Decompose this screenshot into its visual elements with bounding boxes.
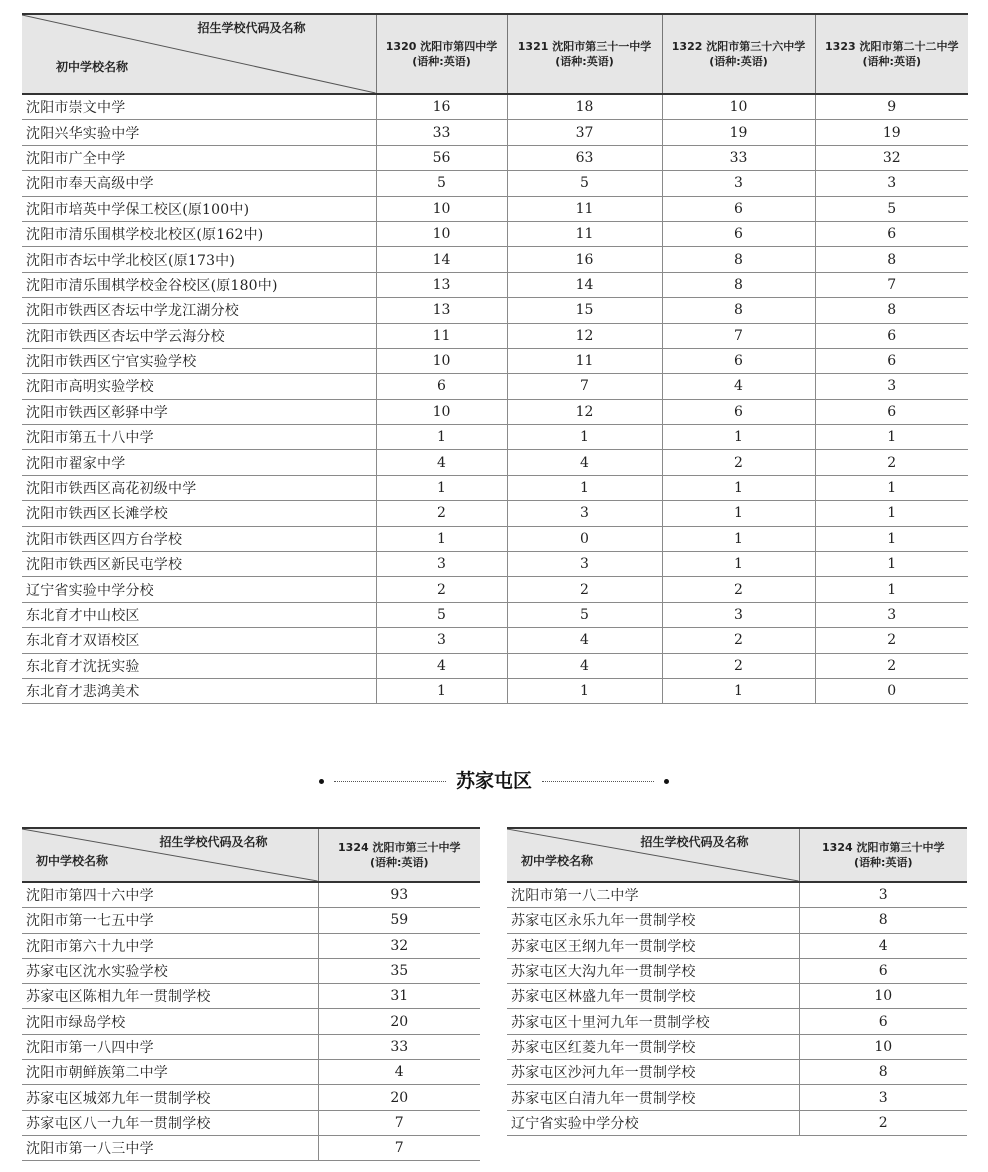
table-row (507, 958, 967, 983)
quota-value-cell: 12 (507, 323, 662, 348)
column-title: 1324 沈阳市第三十中学 (822, 841, 945, 854)
school-name-cell: 沈阳市铁西区杏坛中学龙江湖分校 (22, 298, 376, 323)
quota-value-cell: 1 (815, 577, 968, 602)
table-header-row (22, 14, 968, 94)
table-row (22, 145, 968, 170)
school-name-cell: 沈阳市铁西区高花初级中学 (22, 475, 376, 500)
school-name-cell: 沈阳兴华实验中学 (22, 120, 376, 145)
quota-value-cell: 4 (799, 933, 967, 958)
column-title: 1322 沈阳市第三十六中学 (671, 40, 806, 53)
school-name-cell: 辽宁省实验中学分校 (507, 1110, 799, 1135)
school-name-cell: 苏家屯区大沟九年一贯制学校 (507, 958, 799, 983)
table-row (22, 1060, 480, 1085)
school-name-cell: 沈阳市广全中学 (22, 145, 376, 170)
quota-value-cell: 8 (799, 908, 967, 933)
quota-value-cell: 20 (318, 1085, 480, 1110)
quota-value-cell: 3 (376, 628, 507, 653)
school-name-cell: 沈阳市清乐围棋学校北校区(原162中) (22, 221, 376, 246)
school-name-cell: 辽宁省实验中学分校 (22, 577, 376, 602)
corner-label-bottom: 初中学校名称 (56, 60, 129, 74)
corner-label-top: 招生学校代码及名称 (197, 21, 306, 35)
quota-value-cell: 1 (662, 425, 815, 450)
quota-value-cell: 6 (376, 374, 507, 399)
quota-value-cell: 7 (662, 323, 815, 348)
quota-value-cell: 1 (815, 501, 968, 526)
header-corner-cell (22, 828, 318, 882)
quota-value-cell: 33 (318, 1034, 480, 1059)
quota-value-cell: 3 (662, 171, 815, 196)
quota-value-cell: 5 (376, 171, 507, 196)
school-name-cell: 苏家屯区白清九年一贯制学校 (507, 1085, 799, 1110)
quota-value-cell: 6 (662, 348, 815, 373)
quota-value-cell: 3 (507, 552, 662, 577)
quota-value-cell: 35 (318, 958, 480, 983)
table-row (22, 247, 968, 272)
school-name-cell: 东北育才悲鸿美术 (22, 678, 376, 703)
column-header (815, 14, 968, 94)
quota-value-cell: 32 (815, 145, 968, 170)
quota-value-cell: 4 (507, 450, 662, 475)
school-name-cell: 苏家屯区陈相九年一贯制学校 (22, 984, 318, 1009)
table-row (22, 450, 968, 475)
school-name-cell: 东北育才沈抚实验 (22, 653, 376, 678)
table-row (507, 1034, 967, 1059)
dotted-divider (542, 781, 654, 782)
quota-value-cell: 8 (815, 298, 968, 323)
table-row (507, 1110, 967, 1135)
table-row (22, 475, 968, 500)
quota-value-cell: 2 (662, 628, 815, 653)
column-title: 1320 沈阳市第四中学 (385, 40, 498, 53)
table-row (22, 196, 968, 221)
quota-value-cell: 0 (815, 678, 968, 703)
table-row (22, 1034, 480, 1059)
table-row (22, 94, 968, 120)
quota-value-cell: 8 (662, 298, 815, 323)
table-row (22, 120, 968, 145)
quota-value-cell: 18 (507, 94, 662, 120)
school-name-cell: 沈阳市杏坛中学北校区(原173中) (22, 247, 376, 272)
table-row (507, 908, 967, 933)
school-name-cell: 苏家屯区红菱九年一贯制学校 (507, 1034, 799, 1059)
corner-label-bottom: 初中学校名称 (36, 854, 109, 868)
table-row (22, 425, 968, 450)
table-row (22, 678, 968, 703)
quota-value-cell: 8 (799, 1060, 967, 1085)
quota-value-cell: 4 (376, 450, 507, 475)
quota-value-cell: 1 (662, 526, 815, 551)
section-title (0, 766, 988, 793)
table-row (22, 348, 968, 373)
school-name-cell: 苏家屯区林盛九年一贯制学校 (507, 984, 799, 1009)
table-row (22, 577, 968, 602)
column-language: (语种:英语) (854, 856, 913, 869)
quota-table-sujiatun-left (22, 827, 480, 1161)
quota-value-cell: 14 (507, 272, 662, 297)
school-name-cell: 沈阳市朝鲜族第二中学 (22, 1060, 318, 1085)
quota-value-cell: 16 (376, 94, 507, 120)
quota-value-cell: 3 (662, 602, 815, 627)
table-row (22, 171, 968, 196)
quota-value-cell: 1 (815, 526, 968, 551)
quota-table-sujiatun-right (507, 827, 967, 1136)
quota-value-cell: 6 (815, 399, 968, 424)
quota-value-cell: 11 (507, 221, 662, 246)
quota-value-cell: 8 (662, 272, 815, 297)
quota-value-cell: 2 (799, 1110, 967, 1135)
school-name-cell: 沈阳市第一七五中学 (22, 908, 318, 933)
quota-value-cell: 4 (662, 374, 815, 399)
quota-value-cell: 16 (507, 247, 662, 272)
table-row (22, 501, 968, 526)
school-name-cell: 沈阳市第六十九中学 (22, 933, 318, 958)
column-header (662, 14, 815, 94)
quota-value-cell: 2 (815, 450, 968, 475)
school-name-cell: 沈阳市第一八二中学 (507, 882, 799, 908)
quota-value-cell: 10 (799, 1034, 967, 1059)
quota-value-cell: 33 (376, 120, 507, 145)
table-row (22, 272, 968, 297)
quota-value-cell: 3 (507, 501, 662, 526)
quota-value-cell: 1 (376, 475, 507, 500)
table-row (22, 526, 968, 551)
school-name-cell: 沈阳市翟家中学 (22, 450, 376, 475)
quota-value-cell: 6 (662, 221, 815, 246)
table-row (22, 628, 968, 653)
school-name-cell: 沈阳市铁西区长滩学校 (22, 501, 376, 526)
column-language: (语种:英语) (370, 856, 429, 869)
quota-value-cell: 37 (507, 120, 662, 145)
school-name-cell: 苏家屯区沙河九年一贯制学校 (507, 1060, 799, 1085)
quota-value-cell: 11 (507, 348, 662, 373)
quota-value-cell: 10 (376, 348, 507, 373)
column-language: (语种:英语) (709, 55, 768, 68)
table-row (22, 933, 480, 958)
column-header (376, 14, 507, 94)
quota-value-cell: 6 (815, 221, 968, 246)
table-header-row (507, 828, 967, 882)
dotted-divider (334, 781, 446, 782)
quota-value-cell: 13 (376, 298, 507, 323)
school-name-cell: 苏家屯区城郊九年一贯制学校 (22, 1085, 318, 1110)
quota-value-cell: 93 (318, 882, 480, 908)
quota-value-cell: 2 (507, 577, 662, 602)
table-row (22, 958, 480, 983)
quota-value-cell: 14 (376, 247, 507, 272)
quota-value-cell: 3 (815, 171, 968, 196)
quota-value-cell: 1 (662, 678, 815, 703)
column-language: (语种:英语) (862, 55, 921, 68)
column-header (507, 14, 662, 94)
quota-value-cell: 2 (662, 653, 815, 678)
column-header (318, 828, 480, 882)
table-row (22, 1135, 480, 1160)
quota-value-cell: 1 (376, 526, 507, 551)
school-name-cell: 沈阳市铁西区杏坛中学云海分校 (22, 323, 376, 348)
table-row (507, 1085, 967, 1110)
quota-value-cell: 4 (376, 653, 507, 678)
table-row (22, 221, 968, 246)
quota-value-cell: 31 (318, 984, 480, 1009)
table-row (22, 552, 968, 577)
quota-value-cell: 6 (815, 323, 968, 348)
header-corner-cell (22, 14, 376, 94)
quota-value-cell: 9 (815, 94, 968, 120)
district-name: 苏家屯区 (455, 770, 532, 792)
table-row (22, 399, 968, 424)
quota-value-cell: 10 (662, 94, 815, 120)
table-body (22, 94, 968, 704)
school-name-cell: 沈阳市高明实验学校 (22, 374, 376, 399)
quota-value-cell: 4 (507, 628, 662, 653)
bullet-dot-icon (319, 779, 324, 784)
quota-value-cell: 11 (507, 196, 662, 221)
quota-value-cell: 10 (376, 399, 507, 424)
quota-value-cell: 1 (376, 678, 507, 703)
table-body (22, 882, 480, 1161)
table-row (22, 1085, 480, 1110)
table-row (22, 1110, 480, 1135)
quota-value-cell: 20 (318, 1009, 480, 1034)
school-name-cell: 苏家屯区沈水实验学校 (22, 958, 318, 983)
table-row (507, 1060, 967, 1085)
quota-value-cell: 3 (815, 374, 968, 399)
quota-value-cell: 5 (376, 602, 507, 627)
corner-label-bottom: 初中学校名称 (521, 854, 594, 868)
quota-value-cell: 2 (815, 653, 968, 678)
column-title: 1321 沈阳市第三十一中学 (517, 40, 652, 53)
school-name-cell: 沈阳市第五十八中学 (22, 425, 376, 450)
quota-value-cell: 63 (507, 145, 662, 170)
table-row (22, 374, 968, 399)
table-row (22, 653, 968, 678)
column-title: 1323 沈阳市第二十二中学 (825, 40, 959, 53)
school-name-cell: 苏家屯区八一九年一贯制学校 (22, 1110, 318, 1135)
quota-value-cell: 59 (318, 908, 480, 933)
quota-value-cell: 56 (376, 145, 507, 170)
table-row (22, 1009, 480, 1034)
quota-value-cell: 3 (815, 602, 968, 627)
table-row (507, 933, 967, 958)
quota-value-cell: 12 (507, 399, 662, 424)
quota-value-cell: 19 (662, 120, 815, 145)
table-row (22, 908, 480, 933)
table-row (507, 882, 967, 908)
school-name-cell: 沈阳市清乐围棋学校金谷校区(原180中) (22, 272, 376, 297)
quota-value-cell: 1 (507, 678, 662, 703)
quota-value-cell: 2 (376, 501, 507, 526)
quota-value-cell: 10 (376, 221, 507, 246)
quota-value-cell: 6 (662, 399, 815, 424)
school-name-cell: 苏家屯区王纲九年一贯制学校 (507, 933, 799, 958)
school-name-cell: 沈阳市铁西区四方台学校 (22, 526, 376, 551)
table-row (22, 298, 968, 323)
quota-value-cell: 6 (799, 958, 967, 983)
quota-value-cell: 11 (376, 323, 507, 348)
quota-value-cell: 10 (376, 196, 507, 221)
quota-value-cell: 3 (799, 882, 967, 908)
quota-value-cell: 2 (662, 450, 815, 475)
school-name-cell: 沈阳市铁西区彰驿中学 (22, 399, 376, 424)
quota-value-cell: 6 (815, 348, 968, 373)
school-name-cell: 沈阳市第一八四中学 (22, 1034, 318, 1059)
quota-value-cell: 2 (815, 628, 968, 653)
quota-value-cell: 6 (662, 196, 815, 221)
quota-value-cell: 6 (799, 1009, 967, 1034)
school-name-cell: 沈阳市铁西区宁官实验学校 (22, 348, 376, 373)
header-corner-cell (507, 828, 799, 882)
quota-value-cell: 15 (507, 298, 662, 323)
school-name-cell: 沈阳市奉天高级中学 (22, 171, 376, 196)
quota-table-main (22, 13, 968, 704)
quota-value-cell: 1 (815, 425, 968, 450)
quota-value-cell: 10 (799, 984, 967, 1009)
table-row (22, 882, 480, 908)
quota-value-cell: 7 (318, 1135, 480, 1160)
quota-value-cell: 3 (799, 1085, 967, 1110)
column-language: (语种:英语) (412, 55, 471, 68)
quota-value-cell: 3 (376, 552, 507, 577)
quota-value-cell: 1 (376, 425, 507, 450)
quota-value-cell: 1 (662, 552, 815, 577)
quota-value-cell: 4 (318, 1060, 480, 1085)
school-name-cell: 沈阳市铁西区新民屯学校 (22, 552, 376, 577)
column-language: (语种:英语) (555, 55, 614, 68)
school-name-cell: 沈阳市绿岛学校 (22, 1009, 318, 1034)
quota-value-cell: 1 (662, 475, 815, 500)
table-header-row (22, 828, 480, 882)
school-name-cell: 沈阳市第一八三中学 (22, 1135, 318, 1160)
quota-value-cell: 13 (376, 272, 507, 297)
table-row (507, 984, 967, 1009)
quota-value-cell: 7 (815, 272, 968, 297)
quota-value-cell: 19 (815, 120, 968, 145)
quota-value-cell: 5 (507, 171, 662, 196)
column-title: 1324 沈阳市第三十中学 (338, 841, 461, 854)
school-name-cell: 沈阳市培英中学保工校区(原100中) (22, 196, 376, 221)
quota-value-cell: 1 (507, 425, 662, 450)
corner-label-top: 招生学校代码及名称 (159, 835, 268, 849)
quota-value-cell: 7 (507, 374, 662, 399)
table-row (507, 1009, 967, 1034)
bullet-dot-icon (664, 779, 669, 784)
quota-value-cell: 2 (662, 577, 815, 602)
quota-value-cell: 8 (662, 247, 815, 272)
table-row (22, 984, 480, 1009)
quota-value-cell: 1 (662, 501, 815, 526)
corner-label-top: 招生学校代码及名称 (640, 835, 749, 849)
quota-value-cell: 8 (815, 247, 968, 272)
school-name-cell: 东北育才中山校区 (22, 602, 376, 627)
school-name-cell: 苏家屯区永乐九年一贯制学校 (507, 908, 799, 933)
quota-value-cell: 1 (815, 552, 968, 577)
school-name-cell: 沈阳市崇文中学 (22, 94, 376, 120)
quota-value-cell: 5 (815, 196, 968, 221)
table-row (22, 323, 968, 348)
school-name-cell: 东北育才双语校区 (22, 628, 376, 653)
quota-value-cell: 2 (376, 577, 507, 602)
school-name-cell: 苏家屯区十里河九年一贯制学校 (507, 1009, 799, 1034)
quota-value-cell: 32 (318, 933, 480, 958)
quota-value-cell: 1 (507, 475, 662, 500)
quota-value-cell: 33 (662, 145, 815, 170)
quota-value-cell: 5 (507, 602, 662, 627)
column-header (799, 828, 967, 882)
table-body (507, 882, 967, 1135)
quota-value-cell: 7 (318, 1110, 480, 1135)
quota-value-cell: 0 (507, 526, 662, 551)
quota-value-cell: 1 (815, 475, 968, 500)
table-row (22, 602, 968, 627)
quota-value-cell: 4 (507, 653, 662, 678)
school-name-cell: 沈阳市第四十六中学 (22, 882, 318, 908)
